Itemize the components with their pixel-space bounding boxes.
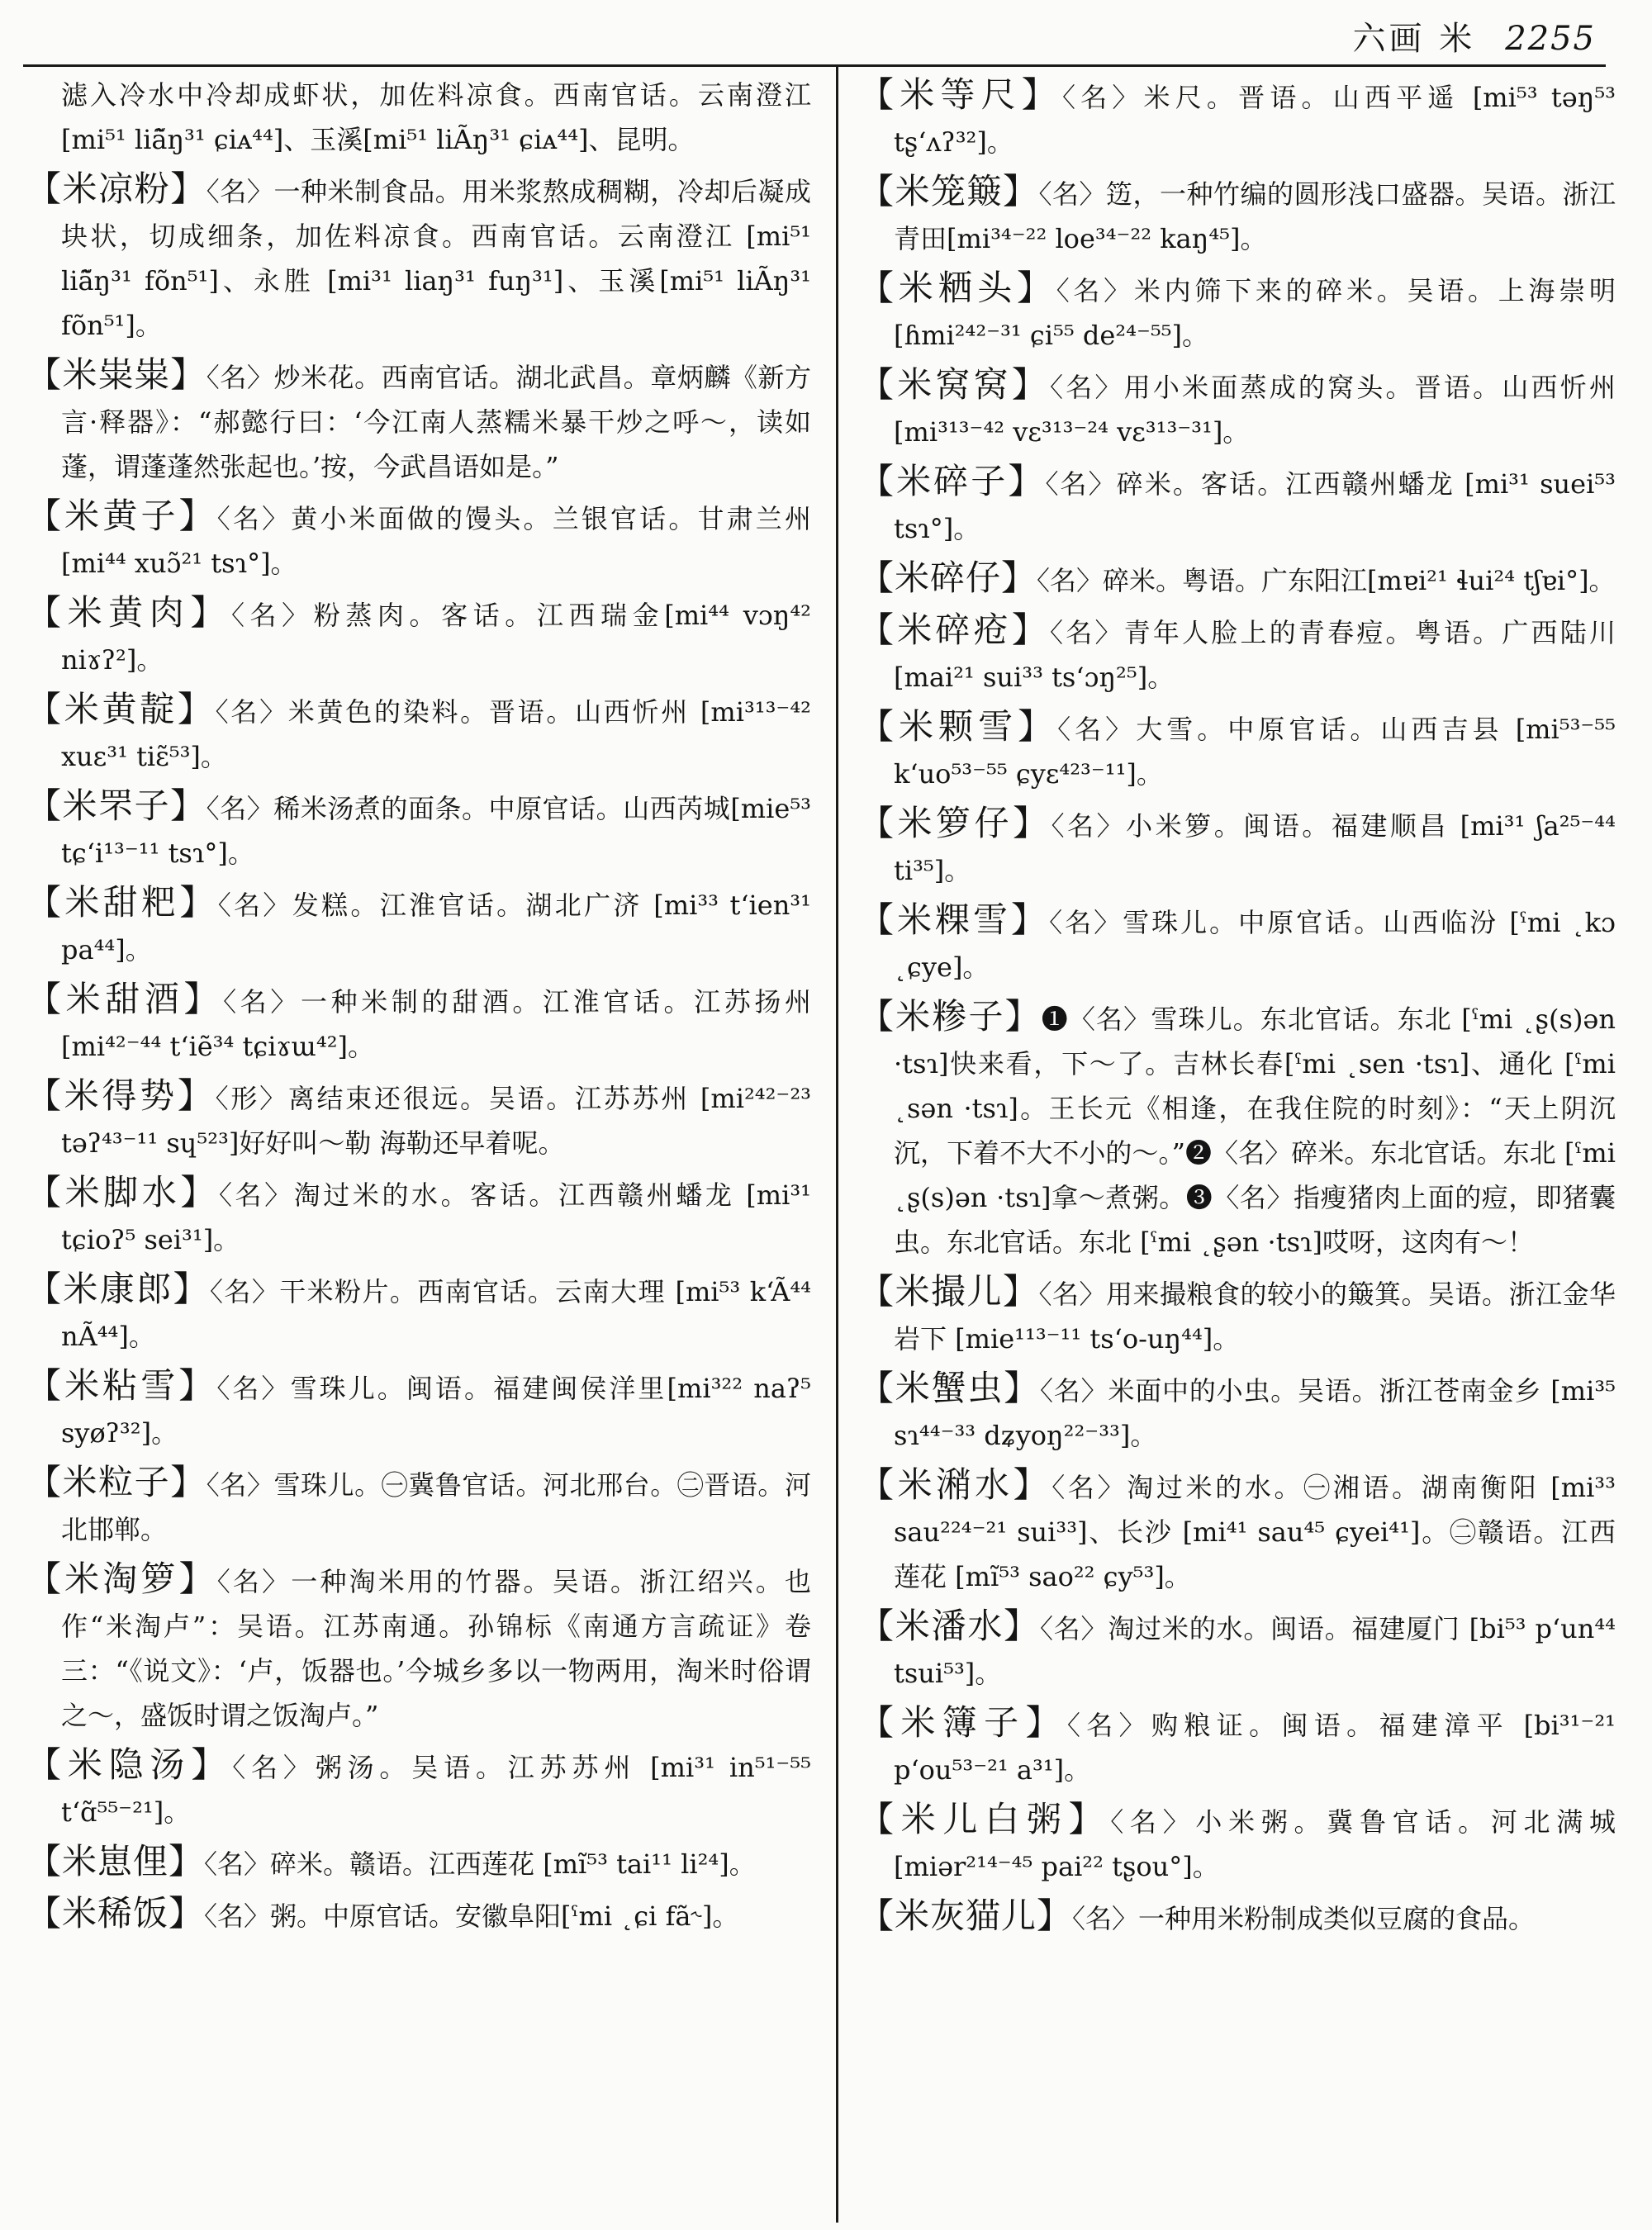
part-of-speech: 〈名〉 bbox=[218, 1179, 294, 1211]
column-divider bbox=[836, 67, 838, 2223]
entry-headword: 【米潲水】 bbox=[859, 1464, 1052, 1505]
dictionary-entry bbox=[26, 353, 811, 489]
entry-headword: 【米簿子】 bbox=[859, 1702, 1067, 1743]
entry-definition: 离结束还很远。吴语。江苏苏州 [mi²⁴²⁻²³ təʔ⁴³⁻¹¹ sɥ⁵²³]好好叫～勒 海勒还早着呢。 bbox=[61, 1083, 811, 1159]
part-of-speech: 〈名〉 bbox=[1051, 810, 1127, 842]
part-of-speech: 〈名〉 bbox=[1049, 907, 1123, 938]
part-of-speech: 〈名〉 bbox=[216, 503, 292, 534]
part-of-speech: 〈名〉 bbox=[1038, 178, 1106, 210]
part-of-speech: 〈名〉 bbox=[1038, 1279, 1106, 1310]
part-of-speech: 〈名〉 bbox=[1051, 1472, 1127, 1503]
entry-definition: 滤入冷水中冷却成虾状，加佐料凉食。西南官话。云南澄江[mi⁵¹ liã̃ŋ³¹ ɕiᴀ⁴⁴]、玉溪[mi⁵¹ liÃŋ³¹ ɕiᴀ⁴⁴]、昆明。 bbox=[61, 79, 811, 155]
entry-continuation bbox=[26, 73, 811, 162]
entry-definition: 笾，一种竹编的圆形浅口盛器。吴语。浙江青田[mi³⁴⁻²² loe³⁴⁻²² kaŋ⁴⁵]。 bbox=[894, 178, 1616, 254]
entry-definition: 黄小米面做的馒头。兰银官话。甘肃兰州 [mi⁴⁴ xuɔ̃²¹ tsɿ°]。 bbox=[61, 503, 811, 579]
dictionary-entry bbox=[26, 494, 811, 586]
entry-definition: 淘过米的水。客话。江西赣州蟠龙 [mi³¹ tɕioʔ⁵ sei³¹]。 bbox=[61, 1179, 811, 1255]
dictionary-entry bbox=[859, 608, 1616, 700]
dictionary-entry bbox=[26, 1743, 811, 1834]
dictionary-entry bbox=[859, 1366, 1616, 1458]
entry-definition: 米面中的小虫。吴语。浙江苍南金乡 [mi³⁵ sɿ⁴⁴⁻³³ dʑyoŋ²²⁻³³]。 bbox=[894, 1375, 1616, 1451]
dictionary-entry bbox=[859, 1797, 1616, 1889]
entry-headword: 【米黄子】 bbox=[26, 496, 217, 536]
part-of-speech: 〈名〉 bbox=[1037, 565, 1104, 596]
entry-headword: 【米崽俚】 bbox=[26, 1841, 205, 1881]
entry-headword: 【米儿白粥】 bbox=[859, 1799, 1111, 1839]
dictionary-entry bbox=[859, 898, 1616, 989]
entry-headword: 【米灰猫儿】 bbox=[859, 1896, 1073, 1936]
entry-headword: 【米粞头】 bbox=[859, 268, 1056, 308]
entry-definition: 购粮证。闽语。福建漳平 [bi³¹⁻²¹ pʻou⁵³⁻²¹ a³¹]。 bbox=[894, 1710, 1616, 1786]
entry-headword: 【米笼簸】 bbox=[859, 171, 1039, 211]
entry-headword: 【米粜粜】 bbox=[26, 354, 206, 395]
page-number: 2255 bbox=[1505, 20, 1596, 58]
entry-definition: 大雪。中原官话。山西吉县 [mi⁵³⁻⁵⁵ kʻuo⁵³⁻⁵⁵ ɕyɛ⁴²³⁻¹¹]。 bbox=[894, 714, 1616, 790]
entry-definition: 雪珠儿。㊀冀鲁官话。河北邢台。㊁晋语。河北邯郸。 bbox=[61, 1469, 811, 1545]
dictionary-entry bbox=[859, 705, 1616, 796]
entry-headword: 【米撮儿】 bbox=[859, 1271, 1039, 1312]
entry-definition: 稀米汤煮的面条。中原官话。山西芮城[mie⁵³ tɕʻi¹³⁻¹¹ tsɿ°]。 bbox=[61, 793, 811, 869]
dictionary-entry bbox=[26, 1460, 811, 1552]
entry-definition: ❶〈名〉雪珠儿。东北官话。东北 [ˁmi ˛ʂ(s)ən ·tsɿ]快来看，下～了。吉林长春[ˁmi ˛sen ·tsɿ]、通化 [ˁmi ˛sən ·tsɿ]。王长元《相逢，在我住院的时刻》：“天上阴沉沉，下着不大不小的～。”❷〈名〉碎米。东北官话。东北 [ˁmi ˛ʂ(s)ən ·tsɿ]拿～煮粥。❸〈名〉指瘦猪肉上面的痘，即猪囊虫。东北官话。东北 [ˁmi ˛ʂən ·tsɿ]哎呀，这肉有～！ bbox=[894, 1004, 1616, 1258]
entry-headword: 【米碎子】 bbox=[859, 461, 1046, 501]
dictionary-entry bbox=[859, 363, 1616, 454]
entry-definition: 雪珠儿。中原官话。山西临汾 [ˁmi ˛kɔ ˛ɕye]。 bbox=[894, 907, 1616, 983]
entry-headword: 【米黄靛】 bbox=[26, 689, 216, 729]
entry-definition: 一种淘米用的竹器。吴语。浙江绍兴。也作“米淘卢”：吴语。江苏南通。孙锦标《南通方言疏证》卷三：“《说文》：‘卢，饭器也。’今城乡多以一物两用，淘米时俗谓之～，盛饭时谓之饭淘卢。” bbox=[61, 1566, 811, 1731]
part-of-speech: 〈名〉 bbox=[206, 793, 274, 824]
entry-headword: 【米甜粑】 bbox=[26, 882, 218, 923]
dictionary-entry bbox=[859, 1269, 1616, 1361]
entry-definition: 米内筛下来的碎米。吴语。上海崇明 [ɦmi²⁴²⁻³¹ ɕi⁵⁵ de²⁴⁻⁵⁵]。 bbox=[894, 275, 1616, 351]
part-of-speech: 〈名〉 bbox=[1057, 714, 1137, 745]
part-of-speech: 〈名〉 bbox=[1066, 1710, 1151, 1741]
entry-definition: 粉蒸肉。客话。江西瑞金[mi⁴⁴ vɔŋ⁴² niɤʔ²]。 bbox=[61, 600, 811, 676]
entry-headword: 【米隐汤】 bbox=[26, 1744, 233, 1785]
part-of-speech: 〈名〉 bbox=[230, 600, 314, 631]
entry-definition: 一种米制食品。用米浆熬成稠糊，冷却后凝成块状，切成细条，加佐料凉食。西南官话。云南澄江 [mi⁵¹ liã̃ŋ³¹ fõn⁵¹]、永胜 [mi³¹ liaŋ³¹ fuŋ³¹]、玉溪[mi⁵¹ liÃŋ³¹ fõn⁵¹]。 bbox=[61, 176, 811, 341]
part-of-speech: 〈名〉 bbox=[1050, 617, 1124, 648]
part-of-speech: 〈名〉 bbox=[1039, 1613, 1108, 1644]
entry-headword: 【米潘水】 bbox=[859, 1606, 1040, 1646]
entry-definition: 米尺。晋语。山西平遥 [mi⁵³ təŋ⁵³ tʂʻʌʔ³²]。 bbox=[894, 82, 1616, 158]
dictionary-entry bbox=[859, 556, 1616, 603]
part-of-speech: 〈名〉 bbox=[204, 1900, 271, 1932]
dictionary-entry bbox=[26, 977, 811, 1069]
dictionary-entry bbox=[26, 687, 811, 779]
entry-definition: 用来撮粮食的较小的簸箕。吴语。浙江金华岩下 [mie¹¹³⁻¹¹ tsʻo-uŋ⁴⁴]。 bbox=[894, 1279, 1616, 1355]
dictionary-entry bbox=[26, 1364, 811, 1455]
entry-headword: 【米凉粉】 bbox=[26, 168, 206, 209]
entry-definition: 用小米面蒸成的窝头。晋语。山西忻州 [mi³¹³⁻⁴² vɛ³¹³⁻²⁴ vɛ³¹³⁻³¹]。 bbox=[894, 372, 1616, 448]
entry-definition: 淘过米的水。㊀湘语。湖南衡阳 [mi³³ sau²²⁴⁻²¹ sui³³]、长沙 [mi⁴¹ sau⁴⁵ ɕyei⁴¹]。㊁赣语。江西莲花 [mĩ⁵³ sao²² ɕy⁵³]。 bbox=[894, 1472, 1616, 1592]
entry-definition: 米黄色的染料。晋语。山西忻州 [mi³¹³⁻⁴² xuɛ³¹ tiɛ̃⁵³]。 bbox=[61, 696, 811, 772]
entry-headword: 【米蟹虫】 bbox=[859, 1368, 1041, 1408]
part-of-speech: 〈名〉 bbox=[210, 1276, 280, 1307]
entry-headword: 【米碎仔】 bbox=[859, 558, 1037, 598]
dictionary-entry bbox=[859, 1894, 1616, 1941]
entry-definition: 粥汤。吴语。江苏苏州 [mi³¹ in⁵¹⁻⁵⁵ tʻɑ̃⁵⁵⁻²¹]。 bbox=[61, 1752, 811, 1828]
dictionary-entry bbox=[26, 1170, 811, 1262]
dictionary-entry bbox=[859, 994, 1616, 1264]
part-of-speech: 〈名〉 bbox=[204, 1848, 271, 1880]
entry-definition: 碎米。粤语。广东阳江[mɐi²¹ ɬui²⁴ tʃɐi°]。 bbox=[1103, 565, 1616, 596]
dictionary-entry bbox=[26, 1891, 811, 1938]
entry-headword: 【米黄肉】 bbox=[26, 592, 231, 633]
entry-definition: 雪珠儿。闽语。福建闽侯洋里[mi³²² naʔ⁵ syøʔ³²]。 bbox=[61, 1373, 811, 1449]
dictionary-entry bbox=[26, 591, 811, 682]
part-of-speech: 〈名〉 bbox=[206, 1469, 274, 1501]
part-of-speech: 〈名〉 bbox=[1110, 1806, 1196, 1838]
entry-definition: 干米粉片。西南官话。云南大理 [mi⁵³ kʻÃ⁴⁴ nÃ⁴⁴]。 bbox=[61, 1276, 811, 1352]
page-header bbox=[1352, 18, 1596, 59]
part-of-speech: 〈名〉 bbox=[1040, 1375, 1108, 1407]
entry-definition: 淘过米的水。闽语。福建厦门 [bi⁵³ pʻun⁴⁴ tsui⁵³]。 bbox=[894, 1613, 1616, 1689]
part-of-speech: 〈形〉 bbox=[215, 1083, 288, 1114]
dictionary-entry bbox=[859, 266, 1616, 358]
part-of-speech: 〈名〉 bbox=[1072, 1903, 1139, 1934]
dictionary-entry bbox=[26, 784, 811, 875]
dictionary-entry bbox=[859, 1463, 1616, 1599]
part-of-speech: 〈名〉 bbox=[217, 890, 292, 921]
part-of-speech: 〈名〉 bbox=[232, 1752, 316, 1783]
entry-headword: 【米糁子】 bbox=[859, 996, 1042, 1037]
part-of-speech: 〈名〉 bbox=[206, 176, 274, 207]
dictionary-entry bbox=[26, 1557, 811, 1738]
part-of-speech: 〈名〉 bbox=[1056, 275, 1134, 306]
entry-definition: 炒米花。西南官话。湖北武昌。章炳麟《新方言·释器》：“郝懿行曰：‘今江南人蒸糯米暴干炒之呼～，读如蓬，谓蓬蓬然张起也。’按，今武昌语如是。” bbox=[61, 362, 811, 482]
part-of-speech: 〈名〉 bbox=[1061, 82, 1144, 113]
part-of-speech: 〈名〉 bbox=[1045, 468, 1117, 500]
right-column bbox=[859, 73, 1616, 2220]
entry-headword: 【米窝窝】 bbox=[859, 364, 1051, 405]
dictionary-entry bbox=[26, 1267, 811, 1359]
dictionary-entry bbox=[26, 880, 811, 972]
part-of-speech: 〈名〉 bbox=[206, 362, 274, 393]
entry-definition: 青年人脸上的青春痘。粤语。广西陆川[mai²¹ sui³³ tsʻɔŋ²⁵]。 bbox=[894, 617, 1616, 693]
entry-definition: 粥。中原官话。安徽阜阳[ˁmi ˛ɕi fã˞]。 bbox=[270, 1900, 739, 1932]
part-of-speech: 〈名〉 bbox=[216, 1373, 291, 1404]
entry-headword: 【米罘子】 bbox=[26, 785, 206, 826]
entry-headword: 【米箩仔】 bbox=[859, 803, 1051, 843]
dictionary-entry bbox=[859, 73, 1616, 164]
entry-headword: 【米脚水】 bbox=[26, 1172, 219, 1212]
entry-definition: 一种米制的甜酒。江淮官话。江苏扬州 [mi⁴²⁻⁴⁴ tʻiẽ³⁴ tɕiɤɯ⁴²]。 bbox=[61, 986, 811, 1062]
dictionary-entry bbox=[26, 167, 811, 348]
entry-definition: 小米粥。冀鲁官话。河北满城 [miər²¹⁴⁻⁴⁵ pai²² tʂou°]。 bbox=[894, 1806, 1616, 1882]
dictionary-entry bbox=[859, 459, 1616, 551]
entry-definition: 发糕。江淮官话。湖北广济 [mi³³ tʻien³¹ pa⁴⁴]。 bbox=[61, 890, 811, 966]
dictionary-entry bbox=[859, 1701, 1616, 1792]
dictionary-entry bbox=[859, 1604, 1616, 1696]
entry-definition: 碎米。客话。江西赣州蟠龙 [mi³¹ suei⁵³ tsɿ°]。 bbox=[894, 468, 1616, 544]
entry-headword: 【米稀饭】 bbox=[26, 1893, 205, 1933]
left-column bbox=[26, 73, 811, 2220]
entry-headword: 【米碎疮】 bbox=[859, 610, 1051, 650]
dictionary-entry bbox=[26, 1839, 811, 1886]
part-of-speech: 〈名〉 bbox=[216, 1566, 292, 1597]
entry-headword: 【米粘雪】 bbox=[26, 1365, 217, 1406]
entry-definition: 一种用米粉制成类似豆腐的食品。 bbox=[1138, 1903, 1536, 1934]
entry-headword: 【米甜酒】 bbox=[26, 979, 224, 1019]
part-of-speech: 〈名〉 bbox=[215, 696, 288, 728]
entry-headword: 【米淘箩】 bbox=[26, 1559, 217, 1599]
entry-definition: 碎米。赣语。江西莲花 [mĩ⁵³ tai¹¹ li²⁴]。 bbox=[270, 1848, 756, 1880]
part-of-speech: 〈名〉 bbox=[1050, 372, 1124, 403]
entry-definition: 小米箩。闽语。福建顺昌 [mi³¹ ʃa²⁵⁻⁴⁴ ti³⁵]。 bbox=[894, 810, 1616, 886]
dictionary-entry bbox=[859, 801, 1616, 893]
part-of-speech: 〈名〉 bbox=[223, 986, 301, 1018]
section-title: 六画 米 bbox=[1352, 20, 1476, 58]
header-rule bbox=[23, 64, 1606, 67]
entry-headword: 【米得势】 bbox=[26, 1075, 216, 1116]
dictionary-entry bbox=[859, 169, 1616, 261]
entry-headword: 【米康郎】 bbox=[26, 1269, 211, 1309]
entry-headword: 【米等尺】 bbox=[859, 74, 1062, 115]
entry-headword: 【米粒子】 bbox=[26, 1462, 206, 1502]
dictionary-entry bbox=[26, 1074, 811, 1165]
entry-headword: 【米粿雪】 bbox=[859, 899, 1050, 940]
entry-headword: 【米颗雪】 bbox=[859, 706, 1058, 747]
